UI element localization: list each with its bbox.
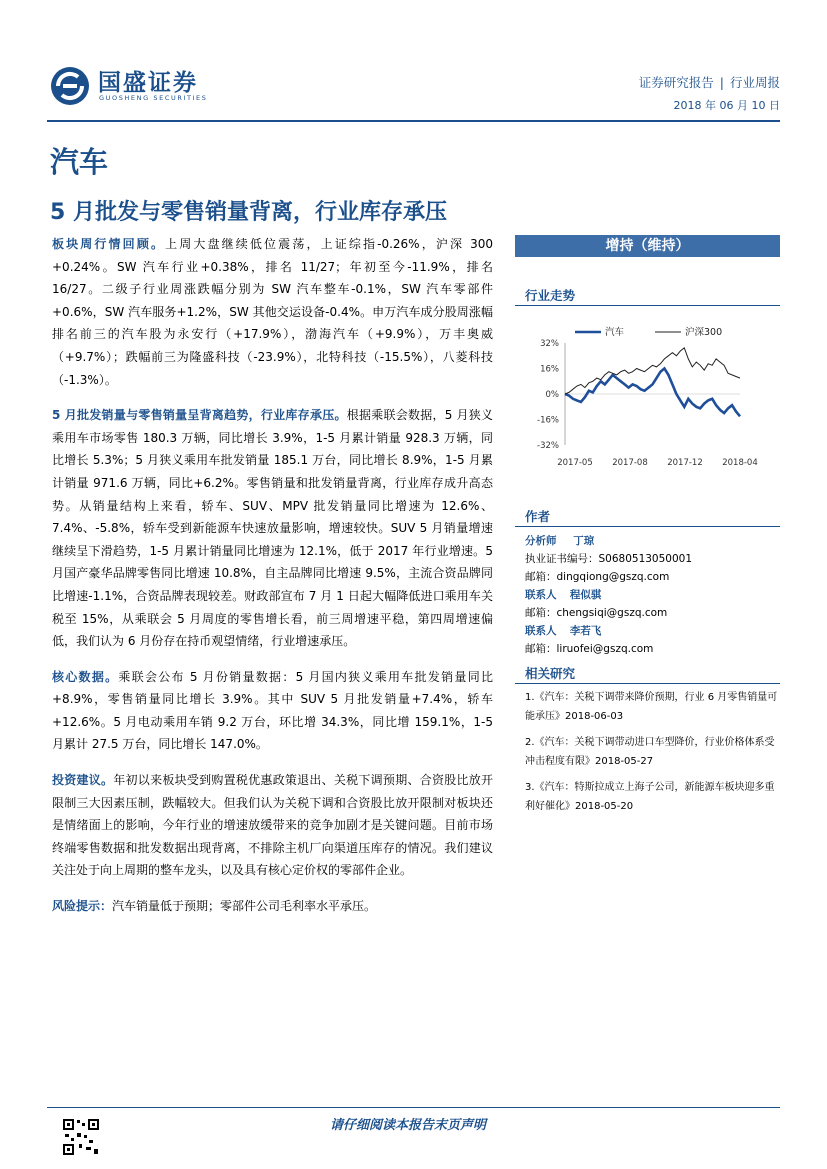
author-info	[525, 532, 780, 658]
header-divider	[47, 120, 780, 122]
footer-disclaimer: 请仔细阅读本报告末页声明	[330, 1118, 487, 1133]
trend-section-header	[515, 282, 780, 306]
series-line-auto	[565, 369, 740, 417]
x-tick-label: 2017-08	[612, 458, 648, 468]
contact-name: 程似骐	[569, 589, 602, 601]
report-subtype: 行业周报	[729, 75, 780, 90]
related-section-header	[515, 660, 780, 684]
logo-english: GUOSHENG SECURITIES	[99, 94, 208, 102]
footer-divider	[47, 1107, 780, 1108]
qr-code-icon	[62, 1118, 100, 1156]
y-tick-label: -32%	[537, 441, 559, 451]
paragraph-risk	[52, 895, 493, 918]
trend-section-title: 行业走势	[525, 288, 576, 303]
license-number: 执业证书编号：S0680513050001	[525, 553, 693, 565]
y-tick-label: -16%	[537, 415, 559, 426]
paragraph-investment-advice	[52, 769, 493, 882]
related-research-item[interactable]	[525, 733, 780, 771]
related-title[interactable]: 2.《汽车：关税下调带动进口车型降价，行业价格体系受冲击程度有限》	[525, 737, 775, 767]
related-section-title: 相关研究	[525, 666, 576, 681]
x-tick-label: 2017-05	[557, 458, 593, 468]
paragraph-text: 上周大盘继续低位震荡，上证综指-0.26%，沪深 300 +0.24%。SW 汽车行业+0.38%，排名 11/27；年初至今-11.9%，排名 16/27。二级子行业周涨跌幅分别为 SW 汽车整车-0.1%，SW 汽车零部件+0.6%，SW 汽车服务+1.2%，SW 其他交运设备-0.4%。申万汽车成分股周涨幅排名前三的汽车股为永安行（+17.9%），渤海汽车（+9.9%），万丰奥威（+9.7%）；跌幅前三为隆盛科技（-23.9%），北特科技（-15.5%），八菱科技（-1.3%）。	[52, 237, 493, 387]
contact-name: 李若飞	[569, 625, 602, 637]
industry-name: 汽车	[50, 145, 109, 179]
paragraph-lead: 5 月批发销量与零售销量呈背离趋势，行业库存承压。	[52, 408, 347, 423]
paragraph-text: 年初以来板块受到购置税优惠政策退出、关税下调预期、合资股比放开限制三大因素压制，跌幅较大。但我们认为关税下调和合资股比放开限制对板块还是情绪面上的影响，今年行业的增速放缓带来的竞争加剧才是关键问题。目前市场终端零售数据和批发数据出现背离，不排除主机厂向渠道压库存的情况。我们建议关注处于向上周期的整车龙头，以及具有核心定价权的零部件企业。	[52, 773, 493, 878]
contact-email[interactable]: 邮箱：liruofei@gszq.com	[525, 643, 654, 655]
report-date: 2018 年 06 月 10 日	[673, 99, 780, 112]
analyst-role: 分析师	[525, 535, 557, 547]
paragraph-text: 乘联会公布 5 月份销量数据：5 月国内狭义乘用车批发销量同比+8.9%，零售销量同比增长 3.9%。其中 SUV 5 月批发销量+7.4%，轿车+12.6%。5 月电动乘用车销 9.2 万台，环比增 34.3%，同比增 159.1%，1-5 月累计 27.5 万台，同比增长 147.0%。	[52, 669, 493, 752]
contact-email[interactable]: 邮箱：chengsiqi@gszq.com	[525, 607, 668, 619]
related-title[interactable]: 3.《汽车：特斯拉成立上海子公司，新能源车板块迎多重利好催化》	[525, 782, 775, 812]
related-title[interactable]: 1.《汽车：关税下调带来降价预期，行业 6 月零售销量可能承压》	[525, 692, 778, 722]
paragraph-lead: 板块周行情回顾。	[52, 237, 166, 251]
author-section-header	[515, 503, 780, 527]
paragraph-market-review	[52, 233, 493, 391]
rating-badge: 增持（维持）	[515, 235, 780, 257]
related-date: 2018-05-27	[595, 756, 654, 767]
series-line-hs300	[565, 348, 740, 394]
contact-role: 联系人	[525, 589, 557, 601]
report-body	[52, 233, 493, 931]
logo-text: 国盛证券	[98, 70, 198, 96]
paragraph-sales-divergence	[52, 404, 493, 653]
y-tick-label: 16%	[540, 364, 559, 375]
x-tick-label: 2017-12	[667, 458, 703, 468]
analyst-email[interactable]: 邮箱：dingqiong@gszq.com	[525, 571, 670, 583]
contact-role: 联系人	[525, 625, 557, 637]
author-section-title: 作者	[525, 509, 551, 524]
analyst-name: 丁琼	[573, 535, 595, 547]
related-date: 2018-06-03	[565, 711, 624, 722]
paragraph-lead: 投资建议。	[52, 773, 114, 788]
guosheng-logo-icon	[50, 66, 90, 106]
legend-label: 汽车	[605, 327, 625, 338]
report-title: 5 月批发与零售销量背离，行业库存承压	[50, 200, 447, 225]
report-category: 证券研究报告 | 行业周报	[638, 75, 780, 90]
paragraph-lead: 风险提示：	[52, 899, 113, 914]
y-tick-label: 0%	[545, 390, 559, 400]
paragraph-lead: 核心数据。	[52, 669, 119, 684]
legend-label: 沪深300	[685, 327, 723, 338]
related-date: 2018-05-20	[575, 801, 634, 812]
paragraph-text: 根据乘联会数据，5 月狭义乘用车市场零售 180.3 万辆，同比增长 3.9%，1-5 月累计销量 928.3 万辆，同比增长 5.3%；5 月狭义乘用车批发销量 185.1 万台，同比增长 8.9%，1-5 月累计销量 971.6 万辆，同比+6.2%。零售销量和批发销量背离，行业库存成升高态势。从销量结构上来看，轿车、SUV、MPV 批发销量同比增速为 12.6%、7.4%、-5.8%，轿车受到新能源车快速放量影响，增速较快。SUV 5 月销量增速继续呈下滑趋势，1-5 月累计销量同比增速为 12.1%，低于 2017 年行业增速。5 月国产豪华品牌零售同比增速 10.8%，自主品牌同比增速 9.5%，主流合资品牌同比增速-1.1%，合资品牌表现较差。财政部宣布 7 月 1 日起大幅降低进口乘用车关税至 15%，从乘联会 5 月周度的零售增长看，前三周增速平稳，第四周增速偏低，我们认为 6 月份存在持币观望情绪，行业增速承压。	[52, 408, 494, 649]
paragraph-core-data	[52, 666, 493, 756]
report-type: 证券研究报告	[638, 75, 714, 90]
related-research-item[interactable]	[525, 778, 780, 816]
industry-trend-chart	[520, 325, 780, 475]
paragraph-text: 汽车销量低于预期；零部件公司毛利率水平承压。	[112, 899, 377, 914]
y-tick-label: 32%	[540, 339, 559, 349]
related-research-item[interactable]	[525, 688, 780, 726]
x-tick-label: 2018-04	[722, 458, 758, 468]
